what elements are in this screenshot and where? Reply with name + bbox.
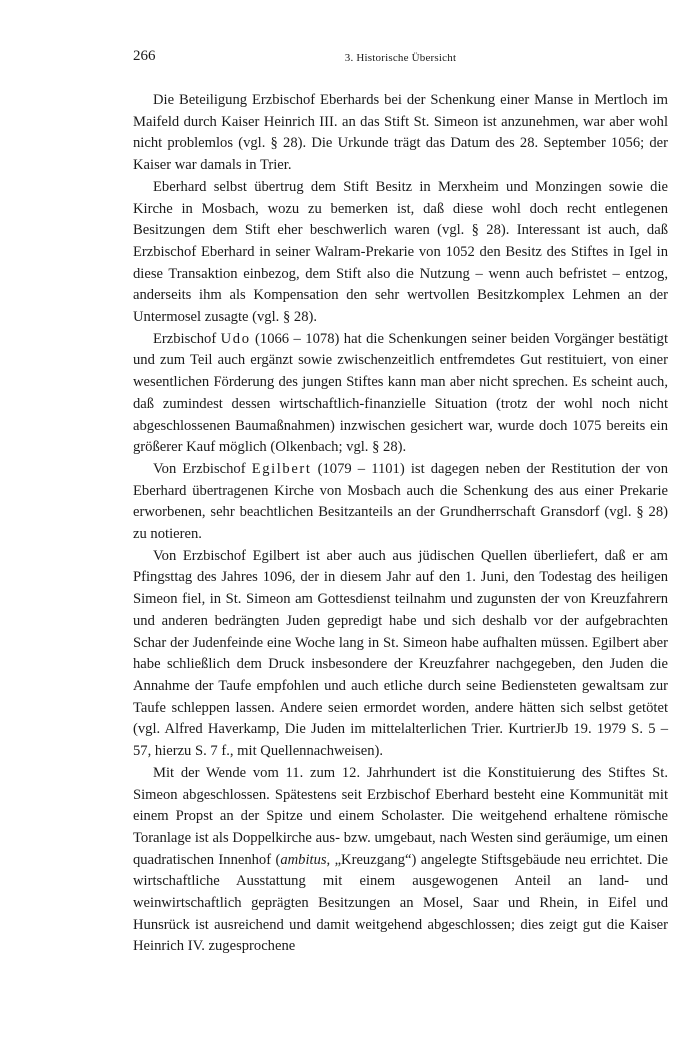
paragraph: Erzbischof Udo (1066 – 1078) hat die Schenkungen seiner beiden Vorgänger bestätigt und zum Teil auch ergänzt sowie zwischenzeitlich entfremdetes Gut restituiert, von einer wesentlichen Förderung des jungen Stiftes kann man aber nicht sprechen. Es scheint auch, daß zumindest dessen wirtschaftlich-finanzielle Situation (trotz der wohl noch nicht abgeschlossenen Baumaßnahmen) inzwischen gesichert war, wurde doch 1075 bereits ein größerer Kauf möglich (Olkenbach; vgl. § 28). [133, 330, 668, 456]
body-text [133, 90, 668, 958]
section-title: 3. Historische Übersicht [344, 52, 457, 64]
name-egilbert: Egilbert [251, 460, 312, 477]
name-udo: Udo [220, 330, 251, 347]
paragraph: Von Erzbischof Egilbert (1079 – 1101) ist dagegen neben der Restitution der von Eberhard übertragenen Kirche von Mosbach auch die Schenkung des aus einer Prekarie erworbenen, sehr beachtlichen Besitzanteils an der Grundherrschaft Gransdorf (vgl. § 28) zu notieren. [133, 460, 668, 543]
paragraph: Eberhard selbst übertrug dem Stift Besitz in Merxheim und Monzingen sowie die Kirche in Mosbach, wozu zu bemerken ist, daß diese wohl doch recht entlegenen Besitzungen dem Stift eher beschwerlich waren (vgl. § 28). Interessant ist auch, daß Erzbischof Eberhard in seiner Walram-Prekarie von 1052 den Besitz des Stiftes in Igel in diese Transaktion einbezog, dem Stift also die Nutzung – wenn auch befristet – entzog, anderseits ihm als Kompensation den sehr wertvollen Besitzkomplex Lehmen an der Untermosel zusagte (vgl. § 28). [133, 178, 668, 326]
book-page [133, 40, 668, 958]
page-number: 266 [133, 48, 156, 64]
running-head [133, 40, 668, 66]
italic-term: ambitus [280, 851, 327, 868]
paragraph: Die Beteiligung Erzbischof Eberhards bei der Schenkung einer Manse in Mertloch im Maifeld durch Kaiser Heinrich III. an das Stift St. Simeon ist anzunehmen, war aber wohl nicht problemlos (vgl. § 28). Die Urkunde trägt das Datum des 28. September 1056; der Kaiser war damals in Trier. [133, 92, 668, 174]
paragraph: Mit der Wende vom 11. zum 12. Jahrhundert ist die Konstituierung des Stiftes St. Simeon abgeschlossen. Spätestens seit Erzbischof Eberhard besteht eine Kommunität mit einem Propst an der Spitze und einem Scholaster. Die weitgehend erhaltene römische Toranlage ist als Doppelkirche aus- bzw. umgebaut, nach Westen sind geräumige, um einen quadratischen Innenhof (ambitus, „Kreuzgang“) angelegte Stiftsgebäude neu errichtet. Die wirtschaftliche Ausstattung mit einem ausgewogenen Anteil an land- und weinwirtschaftlich geprägten Besitzungen an Mosel, Saar und Rhein, in Eifel und Hunsrück ist ausreichend und damit weitgehend abgeschlossen; dies zeigt gut die Kaiser Heinrich IV. zugesprochene [133, 764, 668, 955]
paragraph: Von Erzbischof Egilbert ist aber auch aus jüdischen Quellen überliefert, daß er am Pfingsttag des Jahres 1096, der in diesem Jahr auf den 1. Juni, den Todestag des heiligen Simeon fiel, in St. Simeon am Gottesdienst teilnahm und zugunsten der von Kreuzfahrern und anderen bedrängten Juden gepredigt habe und sich deshalb vor der aufgebrachten Schar der Judenfeinde eine Woche lang in St. Simeon habe aufhalten müssen. Egilbert aber habe schließlich dem Druck insbesondere der Kreuzfahrer nachgegeben, den Juden die Annahme der Taufe empfohlen und auch etliche durch seine Bediensteten gewaltsam zur Taufe schleppen lassen. Andere seien ermordet worden, andere hätten sich selbst getötet (vgl. Alfred Haverkamp, Die Juden im mittelalterlichen Trier. KurtrierJb 19. 1979 S. 5 – 57, hierzu S. 7 f., mit Quellennachweisen). [133, 547, 668, 760]
